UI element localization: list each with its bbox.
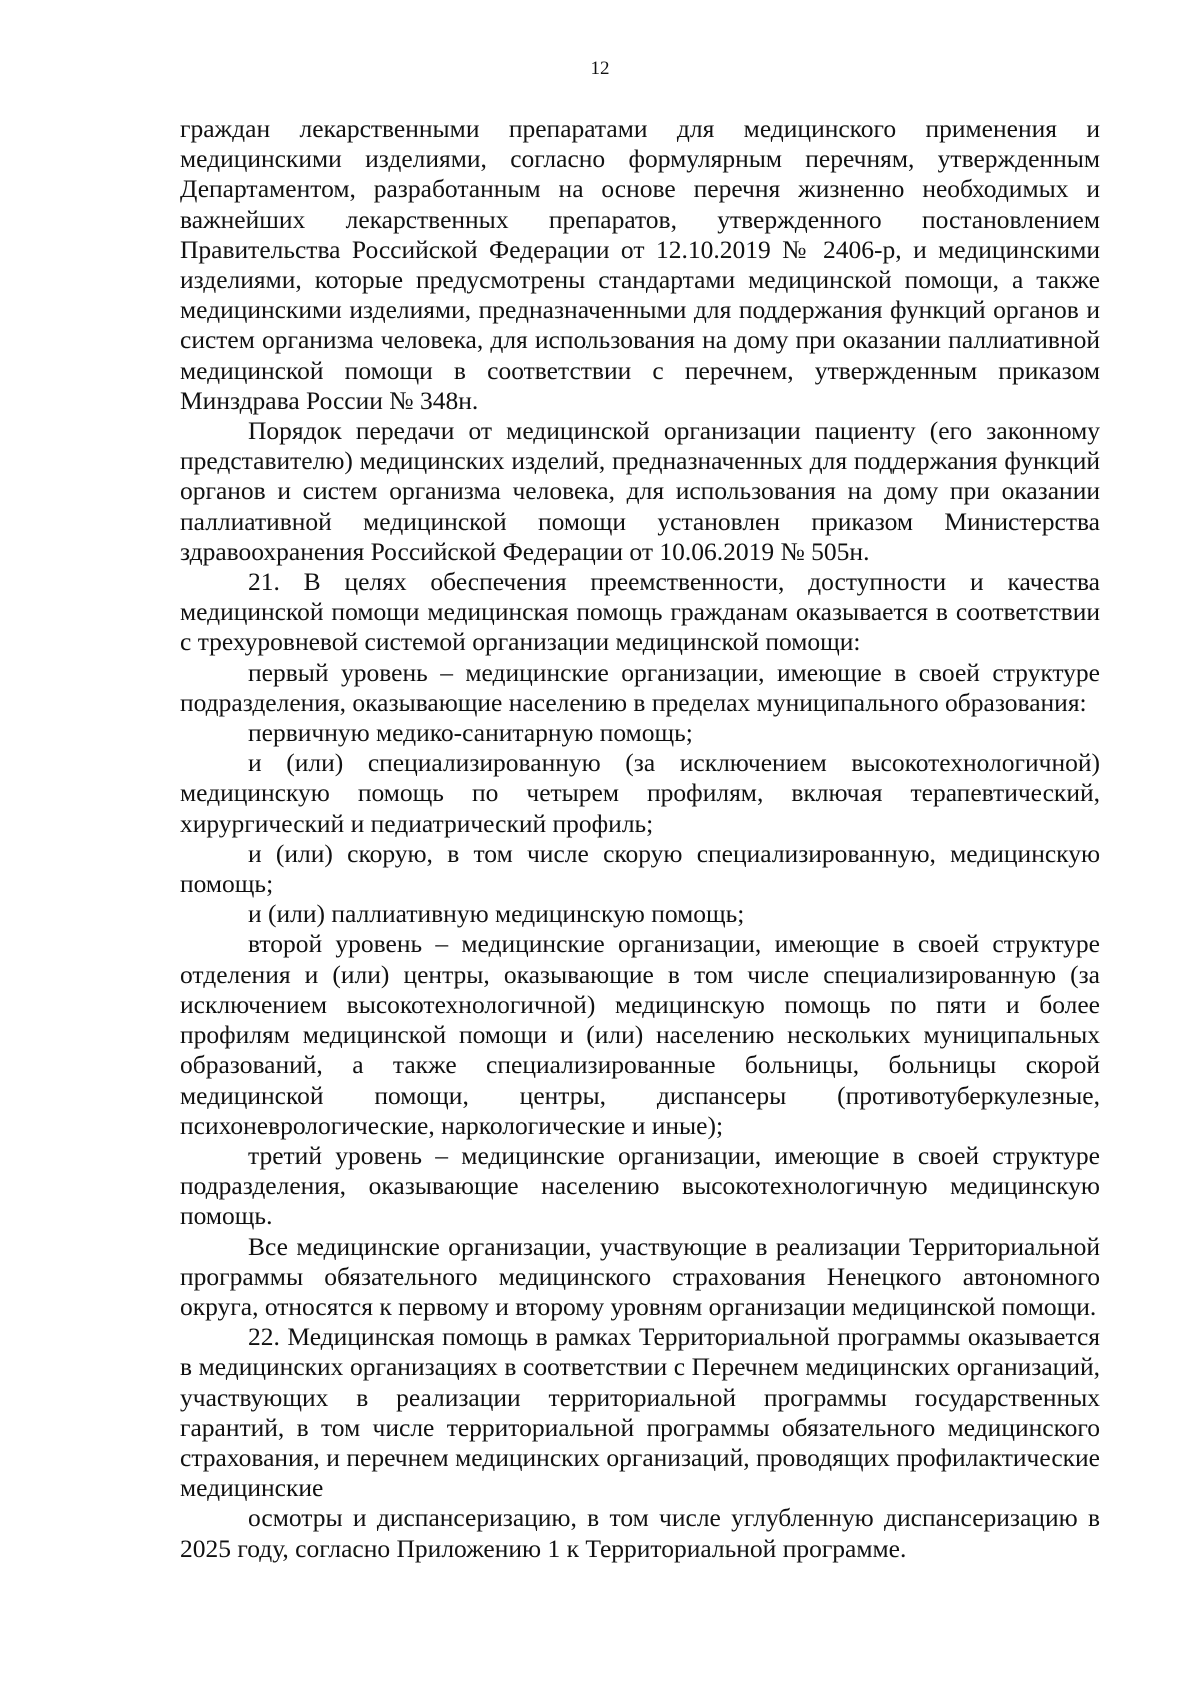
paragraph-specialized-care: и (или) специализированную (за исключением высокотехнологичной) медицинскую помощь по четырем профилям, включая терапевтический, хирургический и педиатрический профиль; — [180, 748, 1100, 838]
paragraph-first-level: первый уровень – медицинские организации, имеющие в своей структуре подразделения, оказывающие населению в пределах муниципального образования: — [180, 657, 1100, 717]
page-number: 12 — [590, 58, 610, 79]
paragraph-emergency-care: и (или) скорую, в том числе скорую специализированную, медицинскую помощь; — [180, 838, 1100, 899]
paragraph-continuation: граждан лекарственными препаратами для медицинского применения и медицинскими изделиями, согласно формулярным перечням, утвержденным Департаментом, разработанным на основе перечня жизненно необходимых и важнейших лекарственных препаратов, утвержденного постановлением Правительства Российской Федерации от 12.10.2019 № 2406-р, и медицинскими изделиями, которые предусмотрены стандартами медицинской помощи, а также медицинскими изделиями, предназначенными для поддержания функций органов и систем организма человека, для использования на дому при оказании паллиативной медицинской помощи в соответствии с перечнем, утвержденным приказом Минздрава России № 348н. — [180, 114, 1100, 415]
paragraph-second-level: второй уровень – медицинские организации, имеющие в своей структуре отделения и (или) центры, оказывающие в том числе специализированную (за исключением высокотехнологичной) медицинскую помощь по пяти и более профилям медицинской помощи и (или) населению нескольких муниципальных образований, а также специализированные больницы, больницы скорой медицинской помощи, центры, диспансеры (противотуберкулезные, психоневрологические, наркологические и иные); — [180, 929, 1100, 1140]
paragraph-third-level: третий уровень – медицинские организации, имеющие в своей структуре подразделения, оказывающие населению высокотехнологичную медицинскую помощь. — [180, 1140, 1100, 1231]
paragraph-22-continued: осмотры и диспансеризацию, в том числе углубленную диспансеризацию в 2025 году, согласно Приложению 1 к Территориальной программе. — [180, 1503, 1100, 1563]
paragraph-22: 22. Медицинская помощь в рамках Территориальной программы оказывается в медицинских организациях в соответствии с Перечнем медицинских организаций, участвующих в реализации территориальной программы государственных гарантий, в том числе территориальной программы обязательного медицинского страхования, и перечнем медицинских организаций, проводящих профилактические медицинские — [180, 1322, 1100, 1503]
paragraph-all-organizations: Все медицинские организации, участвующие в реализации Территориальной программы обязательного медицинского страхования Ненецкого автономного округа, относятся к первому и второму уровням организации медицинской помощи. — [180, 1231, 1100, 1321]
paragraph-primary-care: первичную медико-санитарную помощь; — [248, 718, 693, 748]
paragraph-palliative-care: и (или) паллиативную медицинскую помощь; — [248, 899, 745, 929]
document-body — [180, 114, 1100, 1564]
paragraph-transfer-procedure: Порядок передачи от медицинской организации пациенту (его законному представителю) медицинских изделий, предназначенных для поддержания функций органов и систем организма человека, для использования на дому при оказании паллиативной медицинской помощи установлен приказом Министерства здравоохранения Российской Федерации от 10.06.2019 № 505н. — [180, 416, 1100, 566]
paragraph-21: 21. В целях обеспечения преемственности, доступности и качества медицинской помощи медицинская помощь гражданам оказывается в соответствии с трехуровневой системой организации медицинской помощи: — [180, 567, 1100, 657]
